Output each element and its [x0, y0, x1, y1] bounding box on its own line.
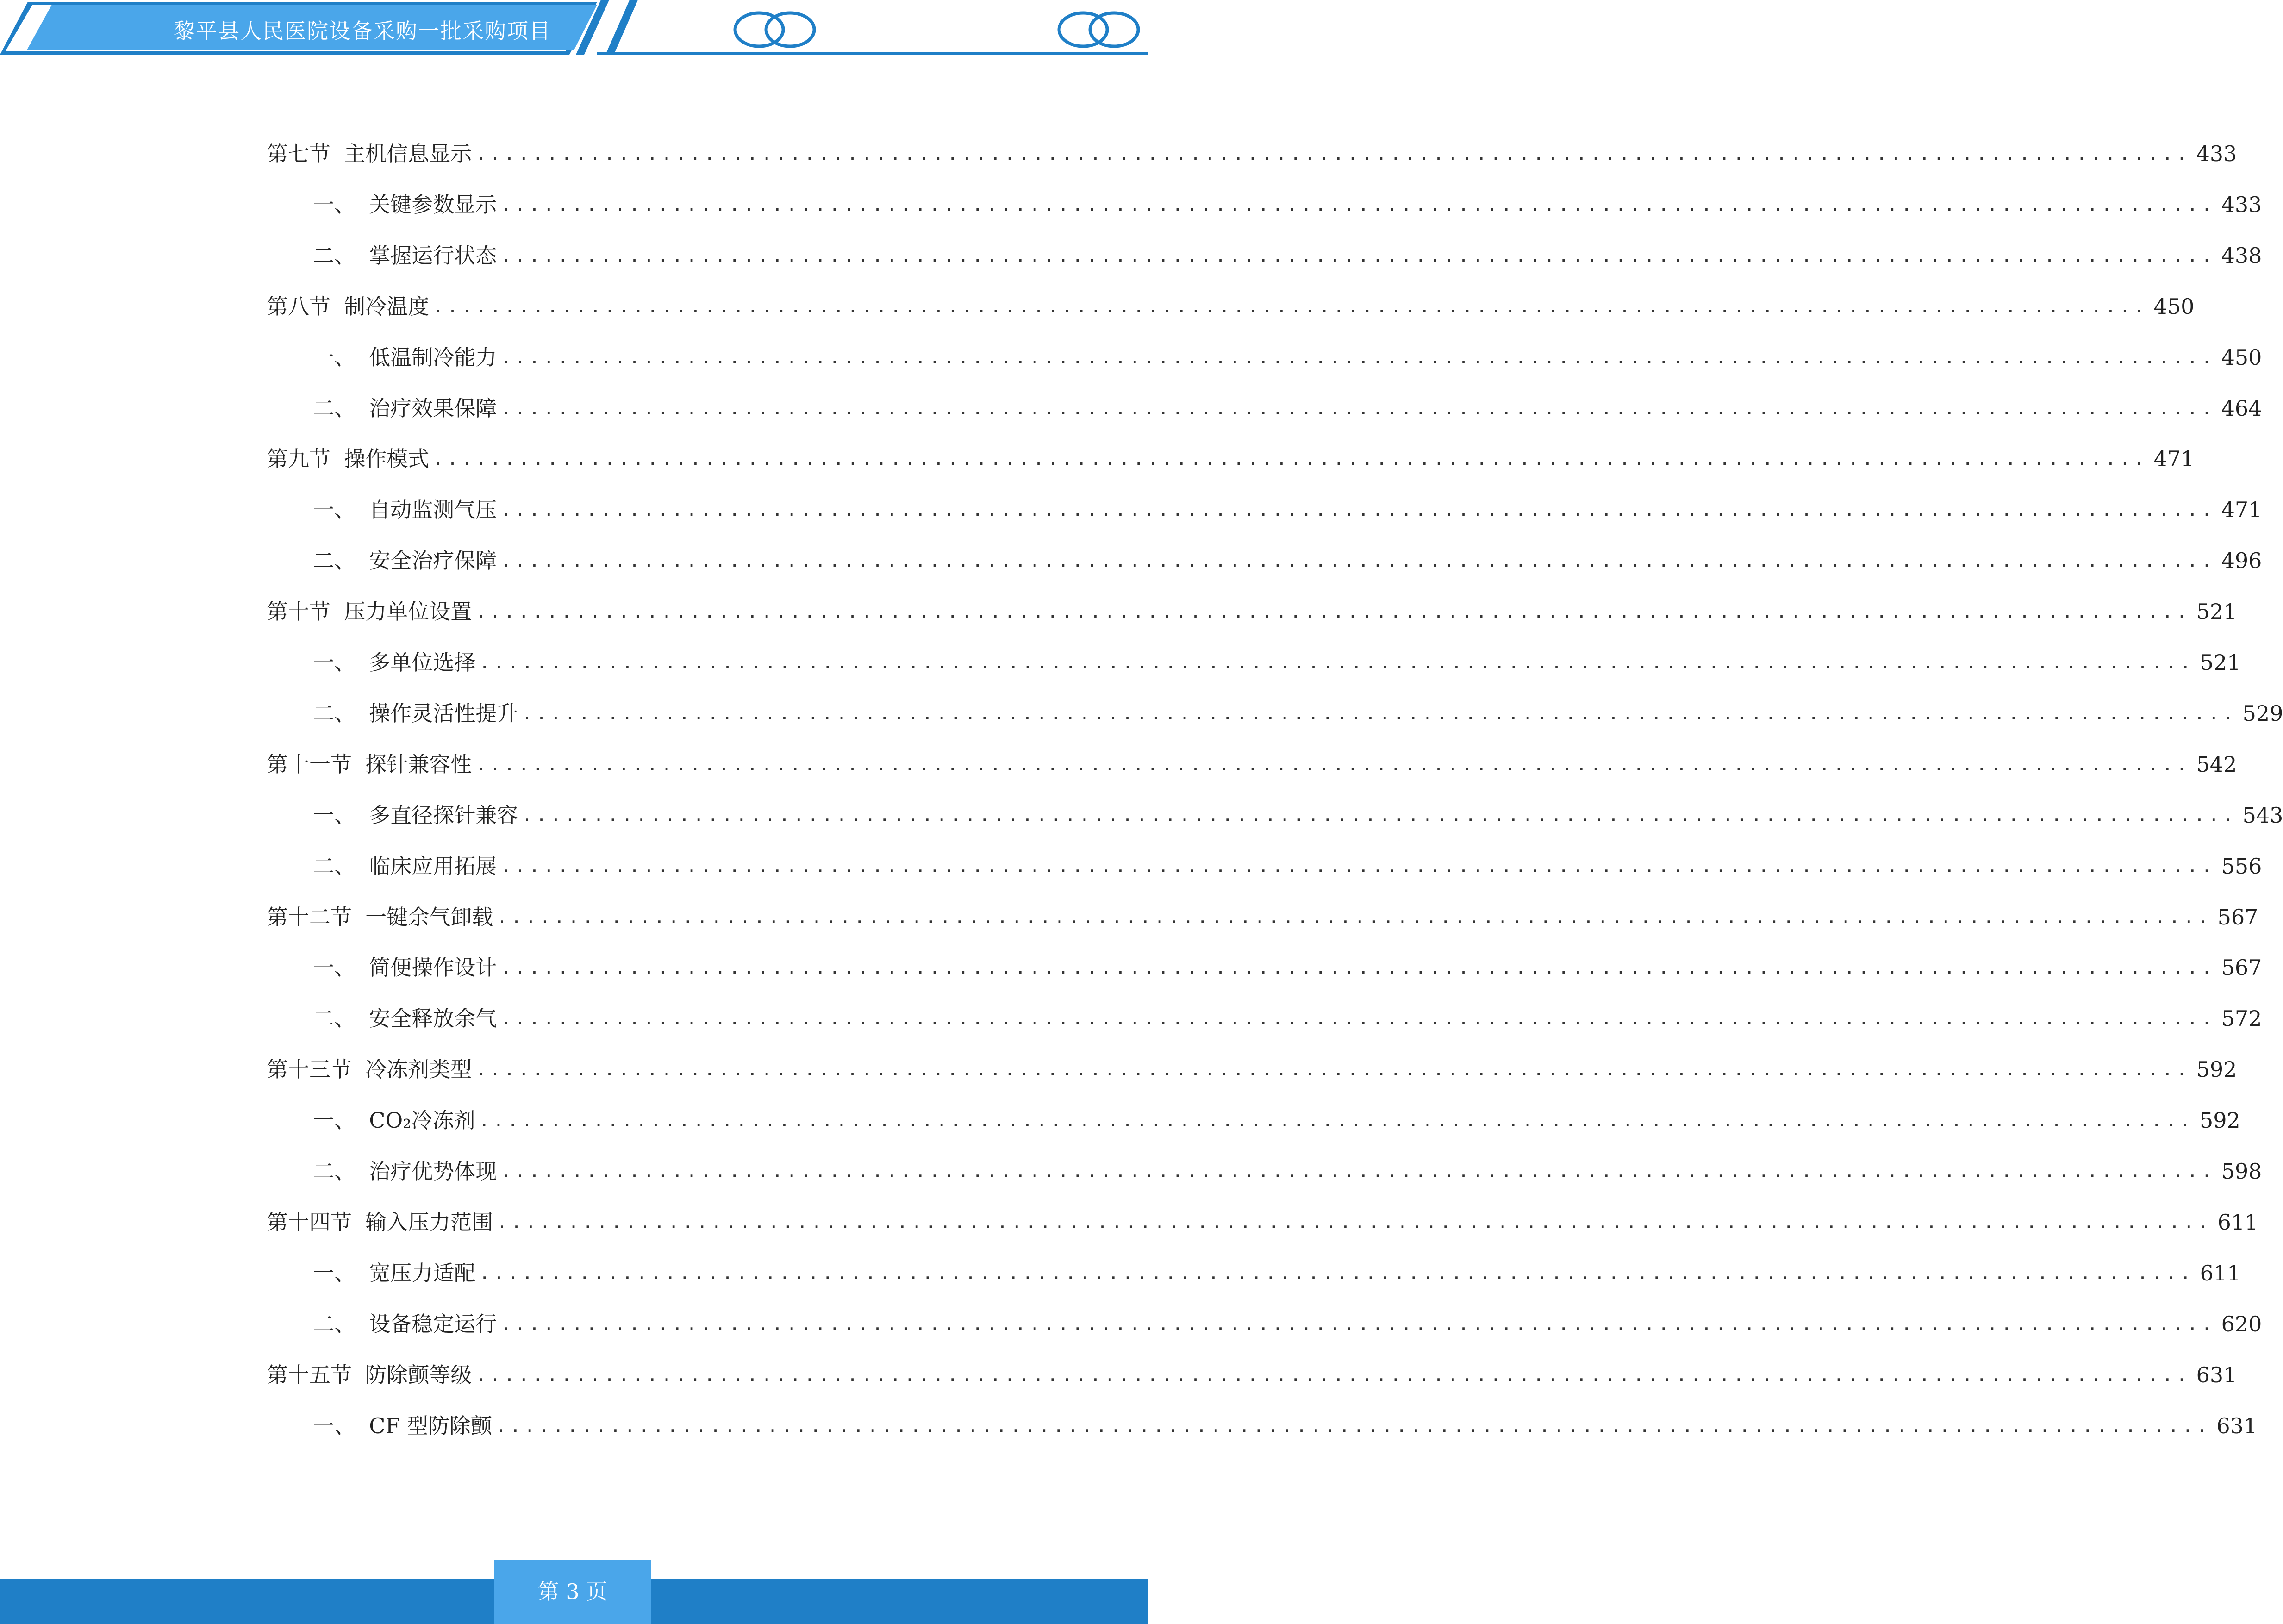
toc-subsection-entry[interactable] — [313, 237, 2262, 274]
dot-leader: ........................................................................................................................ — [500, 957, 2216, 978]
toc-entry-page: 631 — [2216, 1413, 2258, 1438]
toc-entry-page: 433 — [2221, 192, 2262, 217]
dot-leader: ........................................................................................................................ — [433, 449, 2148, 469]
toc-entry-page: 543 — [2242, 802, 2283, 828]
toc-entry-label: 二、 安全释放余气 — [313, 1006, 497, 1031]
toc-entry-label: 一、 简便操作设计 — [313, 955, 497, 981]
toc-section-entry[interactable] — [267, 593, 2237, 630]
toc-section-entry[interactable] — [267, 288, 2195, 325]
dot-leader: ........................................................................................................................ — [500, 500, 2216, 520]
toc-entry-page: 611 — [2217, 1209, 2258, 1235]
toc-subsection-entry[interactable] — [313, 339, 2262, 376]
document-title: 黎平县人民医院设备采购一批采购项目 — [174, 19, 551, 44]
dot-leader: ........................................................................................................................ — [497, 906, 2212, 927]
page-number: 第 3 页 — [537, 1579, 608, 1604]
toc-entry-label: 第七节 主机信息显示 — [267, 141, 472, 166]
dot-leader: ........................................................................................................................ — [522, 703, 2237, 724]
toc-entry-page: 631 — [2196, 1362, 2237, 1387]
toc-entry-label: 第十节 压力单位设置 — [267, 599, 472, 625]
toc-entry-label: 一、 CF 型防除颤 — [313, 1413, 492, 1438]
dot-leader: ........................................................................................................................ — [500, 194, 2216, 215]
toc-section-entry[interactable] — [267, 440, 2195, 477]
dot-leader: ........................................................................................................................ — [500, 1313, 2216, 1334]
toc-entry-page: 464 — [2221, 395, 2262, 421]
toc-subsection-entry[interactable] — [313, 1102, 2240, 1139]
toc-entry-page: 572 — [2221, 1006, 2262, 1031]
toc-subsection-entry[interactable] — [313, 644, 2241, 681]
dot-leader: ........................................................................................................................ — [500, 245, 2216, 266]
toc-entry-page: 620 — [2221, 1311, 2262, 1337]
dot-leader: ........................................................................................................................ — [495, 1415, 2211, 1436]
dot-leader: ........................................................................................................................ — [500, 1008, 2216, 1029]
toc-entry-label: 一、 多单位选择 — [313, 650, 476, 675]
toc-entry-page: 567 — [2217, 904, 2258, 930]
toc-entry-label: 一、 自动监测气压 — [313, 497, 497, 523]
toc-entry-label: 第十四节 输入压力范围 — [267, 1209, 493, 1235]
toc-subsection-entry[interactable] — [313, 1000, 2262, 1037]
toc-section-entry[interactable] — [267, 899, 2258, 936]
toc-entry-page: 450 — [2221, 344, 2262, 370]
toc-subsection-entry[interactable] — [313, 1407, 2258, 1444]
toc-subsection-entry[interactable] — [313, 797, 2283, 834]
toc-entry-label: 第九节 操作模式 — [267, 446, 430, 472]
toc-entry-page: 611 — [2200, 1260, 2241, 1286]
toc-entry-label: 一、 CO₂冷冻剂 — [313, 1108, 475, 1133]
toc-entry-label: 二、 治疗优势体现 — [313, 1159, 497, 1184]
toc-entry-page: 433 — [2196, 141, 2237, 166]
toc-subsection-entry[interactable] — [313, 1305, 2262, 1343]
toc-entry-page: 598 — [2221, 1159, 2262, 1184]
dot-leader: ........................................................................................................................ — [479, 1110, 2194, 1131]
toc-entry-label: 一、 关键参数显示 — [313, 192, 497, 217]
toc-entry-page: 496 — [2221, 548, 2262, 574]
toc-entry-page: 529 — [2242, 700, 2283, 726]
dot-leader: ........................................................................................................................ — [500, 347, 2216, 368]
toc-entry-page: 542 — [2196, 751, 2237, 777]
toc-section-entry[interactable] — [267, 135, 2237, 172]
toc-entry-label: 一、 多直径探针兼容 — [313, 802, 518, 828]
toc-entry-label: 二、 掌握运行状态 — [313, 243, 497, 268]
toc-entry-label: 第十二节 一键余气卸载 — [267, 904, 493, 930]
dot-leader: ........................................................................................................................ — [475, 1059, 2191, 1080]
toc-entry-page: 438 — [2221, 243, 2262, 268]
toc-section-entry[interactable] — [267, 1051, 2237, 1088]
toc-subsection-entry[interactable] — [313, 542, 2262, 579]
toc-entry-label: 二、 操作灵活性提升 — [313, 700, 518, 726]
dot-leader: ........................................................................................................................ — [500, 1161, 2216, 1181]
dot-leader: ........................................................................................................................ — [479, 1262, 2195, 1283]
toc-subsection-entry[interactable] — [313, 695, 2283, 732]
dot-leader: ........................................................................................................................ — [522, 805, 2237, 825]
dot-leader: ........................................................................................................................ — [500, 398, 2216, 418]
toc-subsection-entry[interactable] — [313, 848, 2262, 885]
toc-entry-page: 450 — [2153, 294, 2195, 319]
toc-section-entry[interactable] — [267, 1204, 2258, 1241]
dot-leader: ........................................................................................................................ — [475, 601, 2191, 622]
toc-entry-page: 521 — [2196, 599, 2237, 625]
toc-entry-label: 第十三节 冷冻剂类型 — [267, 1057, 472, 1082]
toc-entry-label: 二、 安全治疗保障 — [313, 548, 497, 574]
toc-entry-label: 二、 设备稳定运行 — [313, 1311, 497, 1337]
toc-entry-label: 二、 治疗效果保障 — [313, 395, 497, 421]
dot-leader: ........................................................................................................................ — [475, 144, 2191, 164]
dot-leader: ........................................................................................................................ — [475, 1364, 2191, 1385]
toc-entry-label: 第八节 制冷温度 — [267, 294, 430, 319]
toc-entry-page: 592 — [2196, 1057, 2237, 1082]
dot-leader: ........................................................................................................................ — [433, 296, 2148, 317]
dot-leader: ........................................................................................................................ — [475, 754, 2191, 775]
toc-entry-label: 一、 宽压力适配 — [313, 1260, 476, 1286]
toc-subsection-entry[interactable] — [313, 1255, 2241, 1292]
toc-subsection-entry[interactable] — [313, 1153, 2262, 1190]
toc-subsection-entry[interactable] — [313, 491, 2262, 528]
toc-entry-page: 567 — [2221, 955, 2262, 981]
toc-subsection-entry[interactable] — [313, 949, 2262, 986]
toc-subsection-entry[interactable] — [313, 186, 2262, 223]
dot-leader: ........................................................................................................................ — [500, 856, 2216, 876]
toc-entry-page: 471 — [2153, 446, 2195, 472]
toc-entry-label: 第十一节 探针兼容性 — [267, 751, 472, 777]
toc-entry-label: 一、 低温制冷能力 — [313, 344, 497, 370]
toc-entry-label: 二、 临床应用拓展 — [313, 853, 497, 879]
toc-entry-page: 592 — [2199, 1108, 2240, 1133]
toc-entry-label: 第十五节 防除颤等级 — [267, 1362, 472, 1387]
dot-leader: ........................................................................................................................ — [500, 550, 2216, 571]
toc-section-entry[interactable] — [267, 1356, 2237, 1393]
toc-entry-page: 556 — [2221, 853, 2262, 879]
toc-entry-page: 521 — [2200, 650, 2241, 675]
toc-subsection-entry[interactable] — [313, 390, 2262, 427]
toc-entry-page: 471 — [2221, 497, 2262, 523]
dot-leader: ........................................................................................................................ — [479, 652, 2195, 673]
toc-section-entry[interactable] — [267, 746, 2237, 783]
dot-leader: ........................................................................................................................ — [497, 1212, 2212, 1232]
